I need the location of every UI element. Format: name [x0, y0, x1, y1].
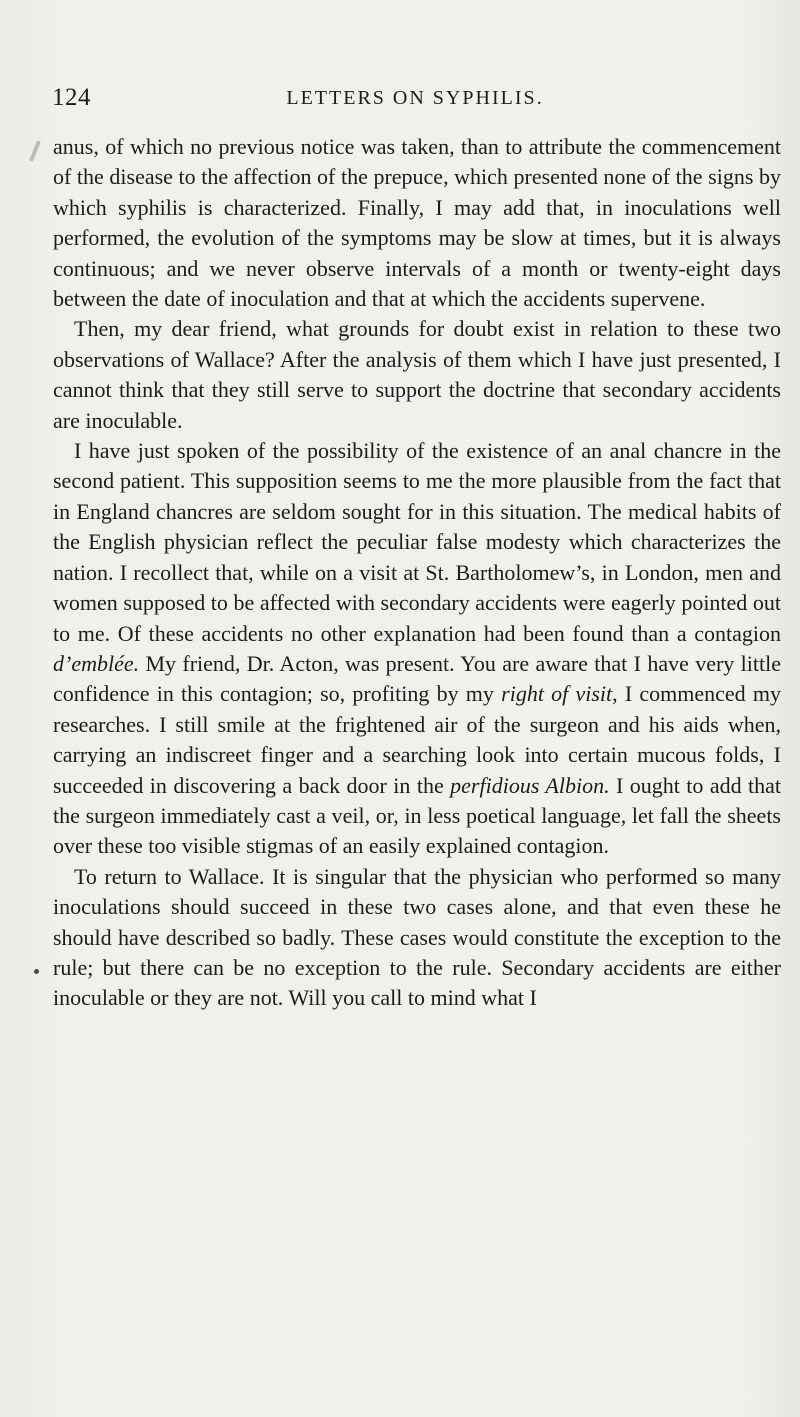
- running-title: LETTERS ON SYPHILIS.: [286, 87, 544, 109]
- italic-phrase: right of visit,: [501, 681, 618, 707]
- body-text: [53, 132, 781, 1014]
- paragraph-p2: [53, 314, 781, 436]
- text-run: Then, my dear friend, what grounds for doubt exist in relation to these two observations of Wallace? After the analysis of them which I have just presented, I cannot think that they still serve to support the doctrine that secondary accidents are inoculable.: [53, 316, 781, 433]
- text-run: To return to Wallace. It is singular that the physician who performed so many inoculations should succeed in these two cases alone, and that even these he should have described so badly. These cases would constitute the exception to the rule; but there can be no exception to the rule. Secondary accidents are either inoculable or they are not. Will you call to mind what I: [53, 863, 781, 1011]
- italic-phrase: d’emblée.: [53, 650, 140, 676]
- paragraph-p1: [53, 132, 781, 314]
- paragraph-p3: [53, 436, 781, 862]
- running-head: [52, 84, 778, 114]
- text-run: anus, of which no previous notice was taken, than to attribute the commencement of the disease to the affection of the prepuce, which presented none of the signs by which syphilis is characterized. Finally, I may add that, in inoculations well performed, the evolution of the symptoms may be slow at times, but it is always continuous; and we never observe intervals of a month or twenty-eight days between the date of inoculation and that at which the accidents supervene.: [53, 134, 781, 312]
- text-run: My friend, Dr. Acton, was present. You are aware that I have very little confidence in this contagion; so, profiting by my: [53, 650, 781, 707]
- italic-phrase: perfidious Albion.: [450, 772, 610, 798]
- margin-dot: [34, 969, 39, 974]
- text-run: I have just spoken of the possibility of the existence of an anal chancre in the second patient. This supposition seems to me the more plausible from the fact that in England chancres are seldom sought for in this situation. The medical habits of the English physician reflect the peculiar false modesty which characterizes the nation. I recollect that, while on a visit at St. Bartholomew’s, in London, men and women supposed to be affected with secondary accidents were eagerly pointed out to me. Of these accidents no other explanation had been found than a contagion: [53, 438, 781, 646]
- text-run: I ought to add that the surgeon immediately cast a veil, or, in less poetical language, let fall the sheets over these too visible stigmas of an easily explained contagion.: [53, 772, 782, 859]
- text-run: I commenced my researches. I still smile at the frightened air of the surgeon and his aids when, carrying an indiscreet finger and a searching look into certain mucous folds, I succeeded in discovering a back door in the: [53, 681, 782, 798]
- paragraph-p4: [53, 862, 781, 1014]
- margin-pencil-mark: [29, 140, 41, 162]
- page-number: 124: [52, 84, 91, 111]
